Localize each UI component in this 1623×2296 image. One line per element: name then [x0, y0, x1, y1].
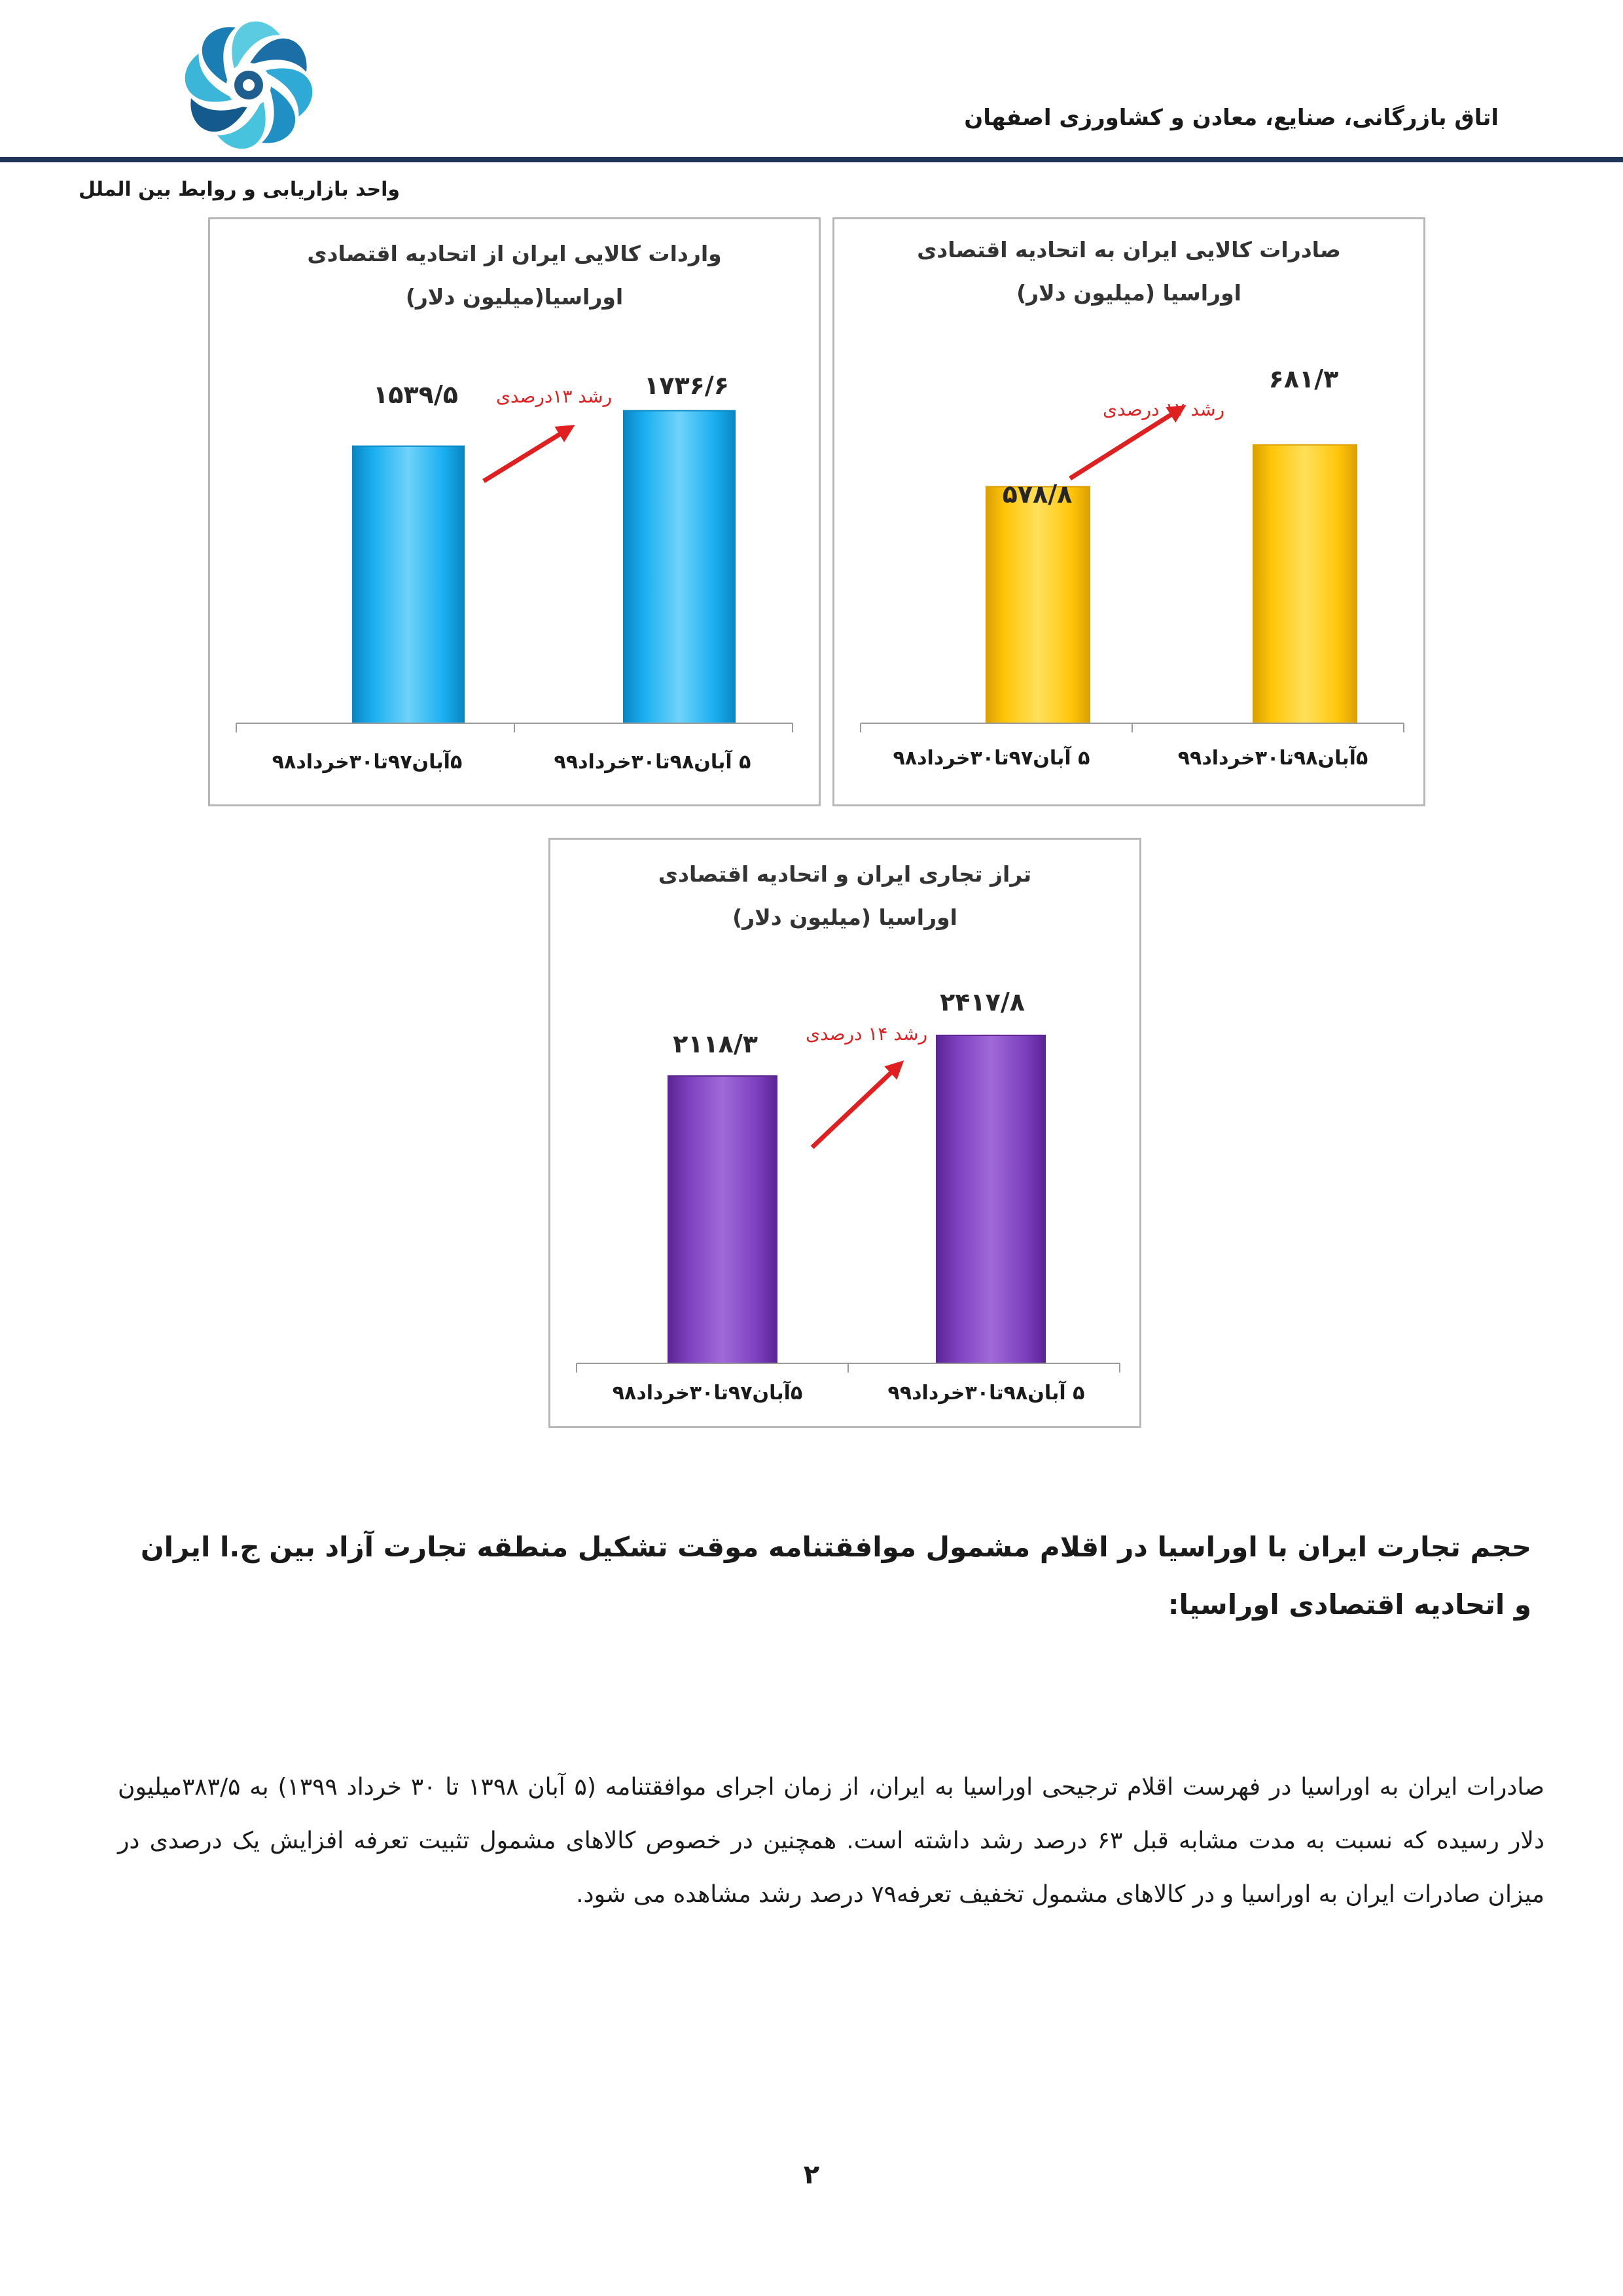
body-paragraph: صادرات ایران به اوراسیا در فهرست اقلام ترجیحی اوراسیا به ایران، از زمان اجرای موافقتنامه (۵ آبان ۱۳۹۸ تا ۳۰ خرداد ۱۳۹۹) به ۳۸۳/۵میلیون دلار رسیده که نسبت به مدت مشابه قبل ۶۳ درصد رشد داشته است. همچنین در خصوص کالاهای مشمول تثبیت تعرفه افزایش یک درصدی در میزان صادرات ایران به اوراسیا و در کالاهای مشمول تخفیف تعرفه۷۹ درصد رشد مشاهده می شود.: [118, 1774, 1544, 1908]
bar-2: [1253, 445, 1357, 723]
chart-title-line-1: واردات کالایی ایران از اتحادیه اقتصادی: [307, 241, 722, 266]
growth-label: رشد ۱۳درصدی: [495, 386, 612, 407]
value-label: ۲۴۱۷/۸: [940, 988, 1025, 1016]
value-label: ۶۸۱/۳: [1268, 365, 1339, 393]
unit-title: واحد بازاریابی و روابط بین الملل: [79, 178, 401, 201]
value-label: ۱۷۳۶/۶: [644, 371, 729, 400]
category-label: ۵ آبان۹۷تا۳۰خرداد۹۸: [893, 747, 1090, 770]
value-label: ۵۷۸/۸: [1002, 480, 1073, 509]
chart-title-line-1: صادرات کالایی ایران به اتحادیه اقتصادی: [917, 237, 1341, 262]
chart-title-line-1: تراز تجاری ایران و اتحادیه اقتصادی: [658, 861, 1032, 887]
balance-chart: [548, 838, 1141, 1428]
bar-1: [353, 446, 464, 723]
chart-title-line-2: اوراسیا (میلیون دلار): [1016, 280, 1241, 306]
category-label: ۵ آبان۹۸تا۳۰خرداد۹۹: [554, 751, 751, 774]
growth-label: رشد ۱۴ درصدی: [806, 1023, 927, 1045]
category-label: ۵آبان۹۷تا۳۰خرداد۹۸: [612, 1382, 803, 1405]
bar-2: [936, 1035, 1045, 1363]
imports-chart: [208, 217, 821, 806]
chart-title-line-2: اوراسیا (میلیون دلار): [732, 905, 957, 930]
growth-label: رشد ۱۷ درصدی: [1103, 399, 1224, 420]
bar-1: [986, 487, 1090, 723]
bar-1: [668, 1076, 777, 1363]
chart-title-line-2: اوراسیا(میلیون دلار): [405, 284, 624, 310]
org-title: اتاق بازرگانی، صنایع، معادن و کشاورزی اصفهان: [964, 105, 1499, 131]
page-number: ۲: [803, 2160, 820, 2190]
growth-arrow: [812, 1066, 899, 1147]
bar-2: [624, 410, 735, 723]
value-label: ۱۵۳۹/۵: [373, 380, 458, 409]
value-label: ۲۱۱۸/۳: [673, 1030, 758, 1058]
section-heading: حجم تجارت ایران با اوراسیا در اقلام مشمول موافقتنامه موقت تشکیل منطقه تجارت آزاد بین ج.ا ایران و اتحادیه اقتصادی اوراسیا:: [140, 1531, 1531, 1621]
chamber-logo-icon: [170, 13, 327, 157]
category-label: ۵آبان۹۸تا۳۰خرداد۹۹: [1177, 747, 1368, 770]
growth-arrow: [484, 429, 569, 481]
category-label: ۵ آبان۹۸تا۳۰خرداد۹۹: [887, 1382, 1085, 1405]
category-label: ۵آبان۹۷تا۳۰خرداد۹۸: [272, 751, 463, 774]
exports-chart: [832, 217, 1425, 806]
header-divider: [0, 157, 1623, 162]
